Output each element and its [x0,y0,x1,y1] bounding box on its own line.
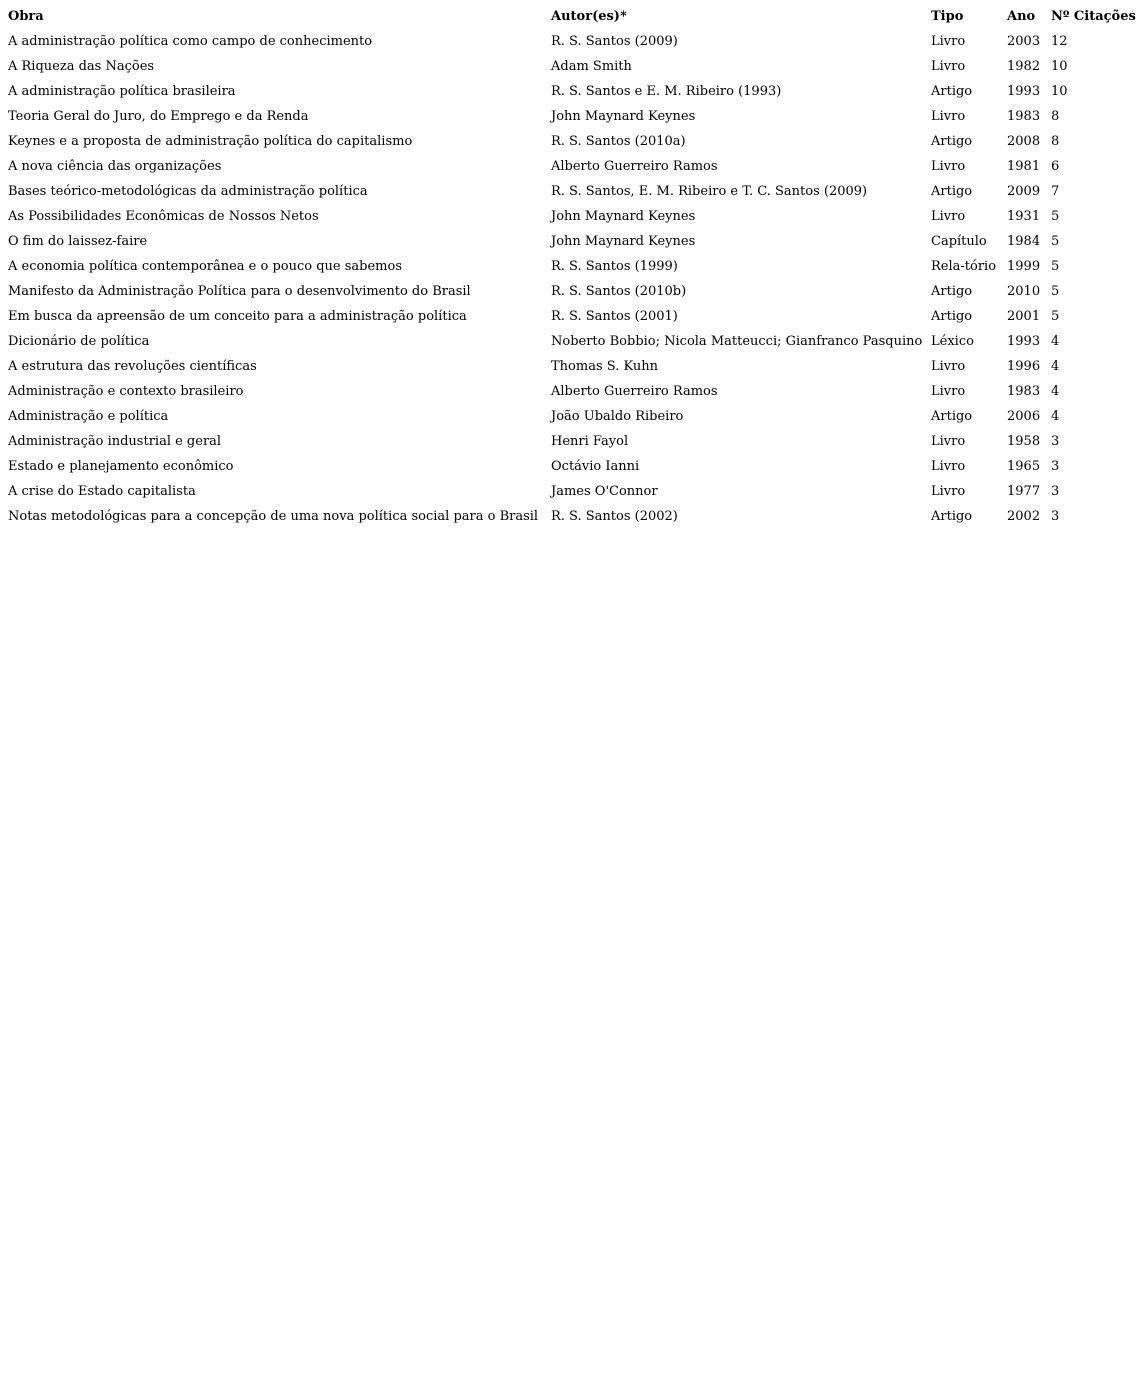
cell-ano: 1982 [1007,59,1041,74]
cell-obra: Administração e contexto brasileiro [8,384,244,399]
cell-citacoes: 3 [1051,459,1060,474]
cell-tipo: Artigo [931,134,973,149]
cell-citacoes: 8 [1051,109,1060,124]
cell-obra: Manifesto da Administração Política para o desenvolvimento do Brasil [8,284,471,299]
cell-tipo: Livro [931,459,966,474]
cell-citacoes: 10 [1051,84,1068,99]
cell-obra: Dicionário de política [8,334,150,349]
cell-citacoes: 3 [1051,484,1060,499]
table-row [4,129,1140,154]
table-row [4,29,1140,54]
cell-autores: Adam Smith [551,59,632,74]
cell-autores: Alberto Guerreiro Ramos [551,384,718,399]
cell-obra: As Possibilidades Econômicas de Nossos Netos [8,209,319,224]
header-obra: Obra [8,9,44,24]
cell-obra: Estado e planejamento econômico [8,459,234,474]
cell-autores: R. S. Santos (2010b) [551,284,687,299]
cell-tipo: Livro [931,384,966,399]
cell-citacoes: 12 [1051,34,1068,49]
cell-ano: 1983 [1007,384,1041,399]
cell-tipo: Livro [931,109,966,124]
cell-obra: A administração política brasileira [8,84,236,99]
cell-autores: John Maynard Keynes [551,109,696,124]
cell-tipo: Capítulo [931,234,987,249]
cell-autores: Noberto Bobbio; Nicola Matteucci; Gianfranco Pasquino [551,334,923,349]
cell-tipo: Artigo [931,409,973,424]
cell-obra: A crise do Estado capitalista [8,484,196,499]
cell-ano: 1996 [1007,359,1041,374]
cell-autores: James O'Connor [551,484,658,499]
cell-autores: Alberto Guerreiro Ramos [551,159,718,174]
cell-tipo: Artigo [931,509,973,524]
cell-citacoes: 3 [1051,509,1060,524]
cell-ano: 1993 [1007,84,1041,99]
table-row [4,429,1140,454]
table-row [4,204,1140,229]
table-row [4,154,1140,179]
cell-citacoes: 4 [1051,359,1060,374]
cell-ano: 1993 [1007,334,1041,349]
header-citacoes: Nº Citações [1051,9,1136,24]
cell-ano: 1999 [1007,259,1041,274]
cell-obra: Em busca da apreensão de um conceito para a administração política [8,309,467,324]
cell-citacoes: 4 [1051,334,1060,349]
table-body [4,29,1140,529]
cell-citacoes: 10 [1051,59,1068,74]
cell-citacoes: 5 [1051,284,1060,299]
table-row [4,179,1140,204]
cell-obra: A Riqueza das Nações [8,59,155,74]
cell-obra: A economia política contemporânea e o pouco que sabemos [8,259,403,274]
cell-tipo: Livro [931,159,966,174]
cell-tipo: Livro [931,209,966,224]
cell-citacoes: 8 [1051,134,1060,149]
cell-tipo: Livro [931,359,966,374]
cell-autores: R. S. Santos, E. M. Ribeiro e T. C. Santos (2009) [551,184,868,199]
cell-obra: A nova ciência das organizações [8,159,222,174]
cell-autores: R. S. Santos (2001) [551,309,678,324]
cell-autores: R. S. Santos (1999) [551,259,678,274]
table-row [4,229,1140,254]
cell-obra: Keynes e a proposta de administração política do capitalismo [8,134,413,149]
cell-citacoes: 5 [1051,234,1060,249]
cell-tipo: Artigo [931,284,973,299]
table-row [4,104,1140,129]
cell-autores: Octávio Ianni [551,459,640,474]
cell-tipo: Artigo [931,184,973,199]
cell-autores: João Ubaldo Ribeiro [551,409,684,424]
cell-citacoes: 3 [1051,434,1060,449]
cell-ano: 1931 [1007,209,1041,224]
cell-autores: R. S. Santos e E. M. Ribeiro (1993) [551,84,782,99]
cell-tipo: Artigo [931,84,973,99]
cell-autores: John Maynard Keynes [551,209,696,224]
cell-autores: R. S. Santos (2002) [551,509,678,524]
cell-obra: Administração industrial e geral [8,434,222,449]
cell-autores: Thomas S. Kuhn [551,359,659,374]
table-row [4,79,1140,104]
header-ano: Ano [1007,9,1036,24]
table-row [4,254,1140,279]
cell-citacoes: 6 [1051,159,1060,174]
cell-citacoes: 5 [1051,309,1060,324]
table-row [4,354,1140,379]
cell-autores: Henri Fayol [551,434,629,449]
cell-ano: 2009 [1007,184,1041,199]
cell-ano: 1977 [1007,484,1041,499]
table-row [4,404,1140,429]
cell-ano: 2003 [1007,34,1041,49]
cell-tipo: Léxico [931,334,974,349]
cell-obra: Administração e política [8,409,169,424]
cell-autores: R. S. Santos (2010a) [551,134,686,149]
cell-ano: 1984 [1007,234,1041,249]
cell-obra: Notas metodológicas para a concepção de uma nova política social para o Brasil [8,509,539,524]
cell-tipo: Livro [931,59,966,74]
cell-autores: R. S. Santos (2009) [551,34,678,49]
table-row [4,329,1140,354]
table-row [4,479,1140,504]
cell-tipo: Rela-tório [931,259,997,274]
header-row [4,4,1140,29]
cell-citacoes: 4 [1051,409,1060,424]
cell-obra: Teoria Geral do Juro, do Emprego e da Renda [8,109,309,124]
table-row [4,54,1140,79]
cell-obra: A estrutura das revoluções científicas [8,359,257,374]
cell-ano: 1958 [1007,434,1041,449]
cell-obra: O fim do laissez-faire [8,234,148,249]
cell-ano: 2001 [1007,309,1041,324]
cell-tipo: Artigo [931,309,973,324]
table-row [4,379,1140,404]
cell-citacoes: 7 [1051,184,1060,199]
cell-ano: 2008 [1007,134,1041,149]
table-row [4,304,1140,329]
cell-obra: A administração política como campo de conhecimento [8,34,373,49]
cell-citacoes: 4 [1051,384,1060,399]
header-autores: Autor(es)* [551,9,627,24]
header-tipo: Tipo [931,9,964,24]
cell-obra: Bases teórico-metodológicas da administração política [8,184,368,199]
cell-ano: 1983 [1007,109,1041,124]
citations-table [4,4,1140,529]
cell-ano: 1981 [1007,159,1041,174]
cell-tipo: Livro [931,434,966,449]
cell-autores: John Maynard Keynes [551,234,696,249]
cell-tipo: Livro [931,484,966,499]
cell-ano: 2010 [1007,284,1041,299]
cell-ano: 1965 [1007,459,1041,474]
table-row [4,279,1140,304]
table-row [4,454,1140,479]
cell-citacoes: 5 [1051,259,1060,274]
cell-tipo: Livro [931,34,966,49]
cell-citacoes: 5 [1051,209,1060,224]
cell-ano: 2002 [1007,509,1041,524]
cell-ano: 2006 [1007,409,1041,424]
table-row [4,504,1140,529]
